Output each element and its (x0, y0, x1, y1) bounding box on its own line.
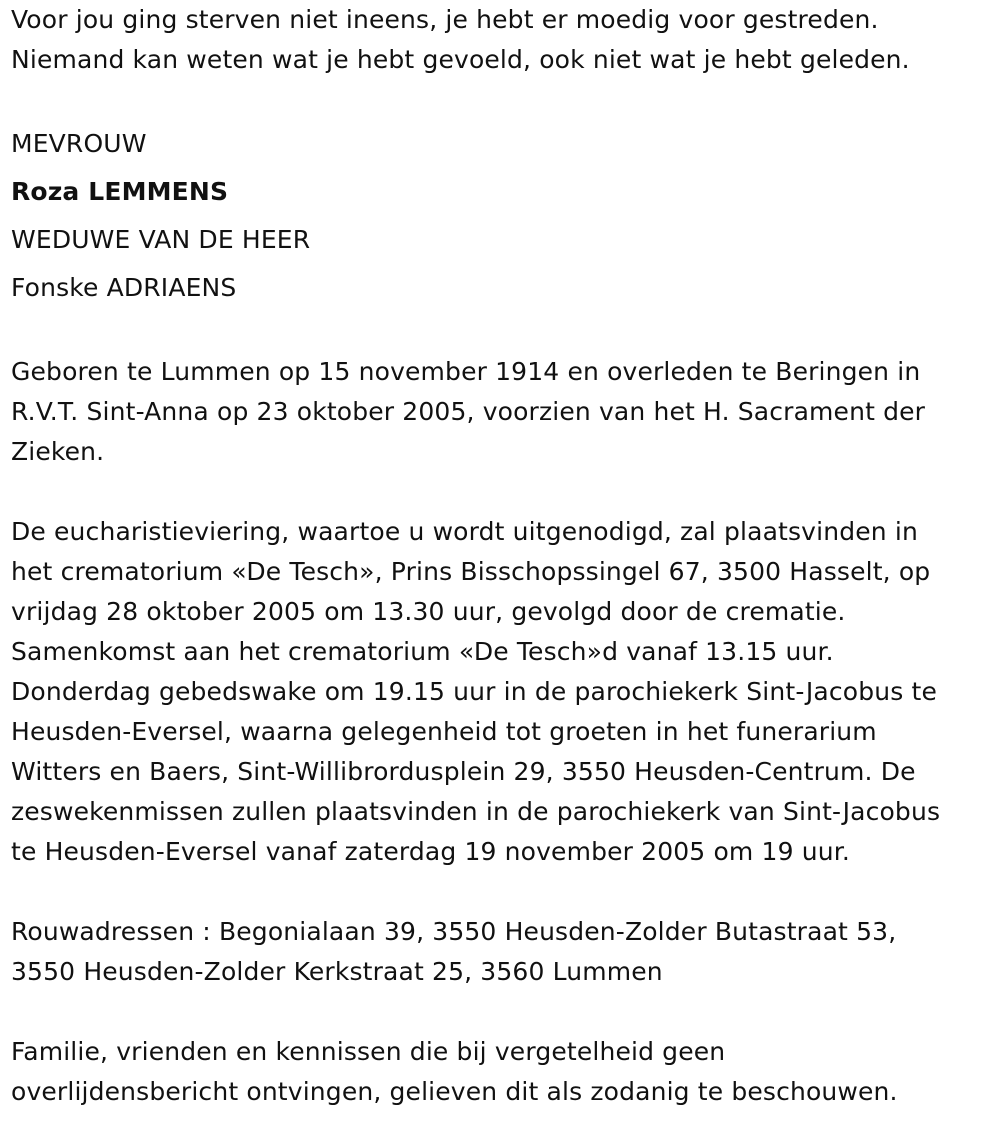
paragraph-line: Samenkomst aan het crematorium «De Tesch»d vanaf 13.15 uur. (11, 637, 834, 666)
paragraph-line: overlijdensbericht ontvingen, gelieven dit als zodanig te beschouwen. (11, 1077, 898, 1106)
paragraph-line: te Heusden-Eversel vanaf zaterdag 19 november 2005 om 19 uur. (11, 837, 850, 866)
addresses-paragraph (11, 912, 986, 992)
paragraph-line: Witters en Baers, Sint-Willibrordusplein 29, 3550 Heusden-Centrum. De (11, 757, 916, 786)
spacer (11, 992, 986, 1032)
spacer (11, 312, 986, 352)
spacer (11, 872, 986, 912)
deceased-name: Roza LEMMENS (11, 177, 229, 206)
paragraph-line: het crematorium «De Tesch», Prins Bisschopssingel 67, 3500 Hasselt, op (11, 557, 931, 586)
verse-line: Voor jou ging sterven niet ineens, je hebt er moedig voor gestreden. (11, 5, 879, 34)
paragraph-line: vrijdag 28 oktober 2005 om 13.30 uur, gevolgd door de crematie. (11, 597, 846, 626)
paragraph-line: 3550 Heusden-Zolder Kerkstraat 25, 3560 Lummen (11, 957, 663, 986)
ceremony-paragraph (11, 512, 986, 872)
closing-paragraph (11, 1032, 986, 1112)
paragraph-line: R.V.T. Sint-Anna op 23 oktober 2005, voorzien van het H. Sacrament der (11, 397, 926, 426)
spouse-name: Fonske ADRIAENS (11, 273, 237, 302)
paragraph-line: Donderdag gebedswake om 19.15 uur in de parochiekerk Sint-Jacobus te (11, 677, 937, 706)
birth-death-paragraph (11, 352, 986, 472)
verse-line: Niemand kan weten wat je hebt gevoeld, ook niet wat je hebt geleden. (11, 45, 910, 74)
spacer (11, 80, 986, 120)
obituary-notice (11, 0, 986, 1112)
deceased-relation: WEDUWE VAN DE HEER (11, 225, 311, 254)
paragraph-line: Familie, vrienden en kennissen die bij vergetelheid geen (11, 1037, 726, 1066)
deceased-title: MEVROUW (11, 129, 147, 158)
spacer (11, 472, 986, 512)
paragraph-line: Geboren te Lummen op 15 november 1914 en overleden te Beringen in (11, 357, 921, 386)
paragraph-line: Rouwadressen : Begonialaan 39, 3550 Heusden-Zolder Butastraat 53, (11, 917, 897, 946)
verse (11, 0, 986, 80)
deceased-block (11, 120, 986, 312)
paragraph-line: Heusden-Eversel, waarna gelegenheid tot groeten in het funerarium (11, 717, 877, 746)
paragraph-line: zeswekenmissen zullen plaatsvinden in de parochiekerk van Sint-Jacobus (11, 797, 941, 826)
paragraph-line: Zieken. (11, 437, 105, 466)
paragraph-line: De eucharistieviering, waartoe u wordt uitgenodigd, zal plaatsvinden in (11, 517, 918, 546)
